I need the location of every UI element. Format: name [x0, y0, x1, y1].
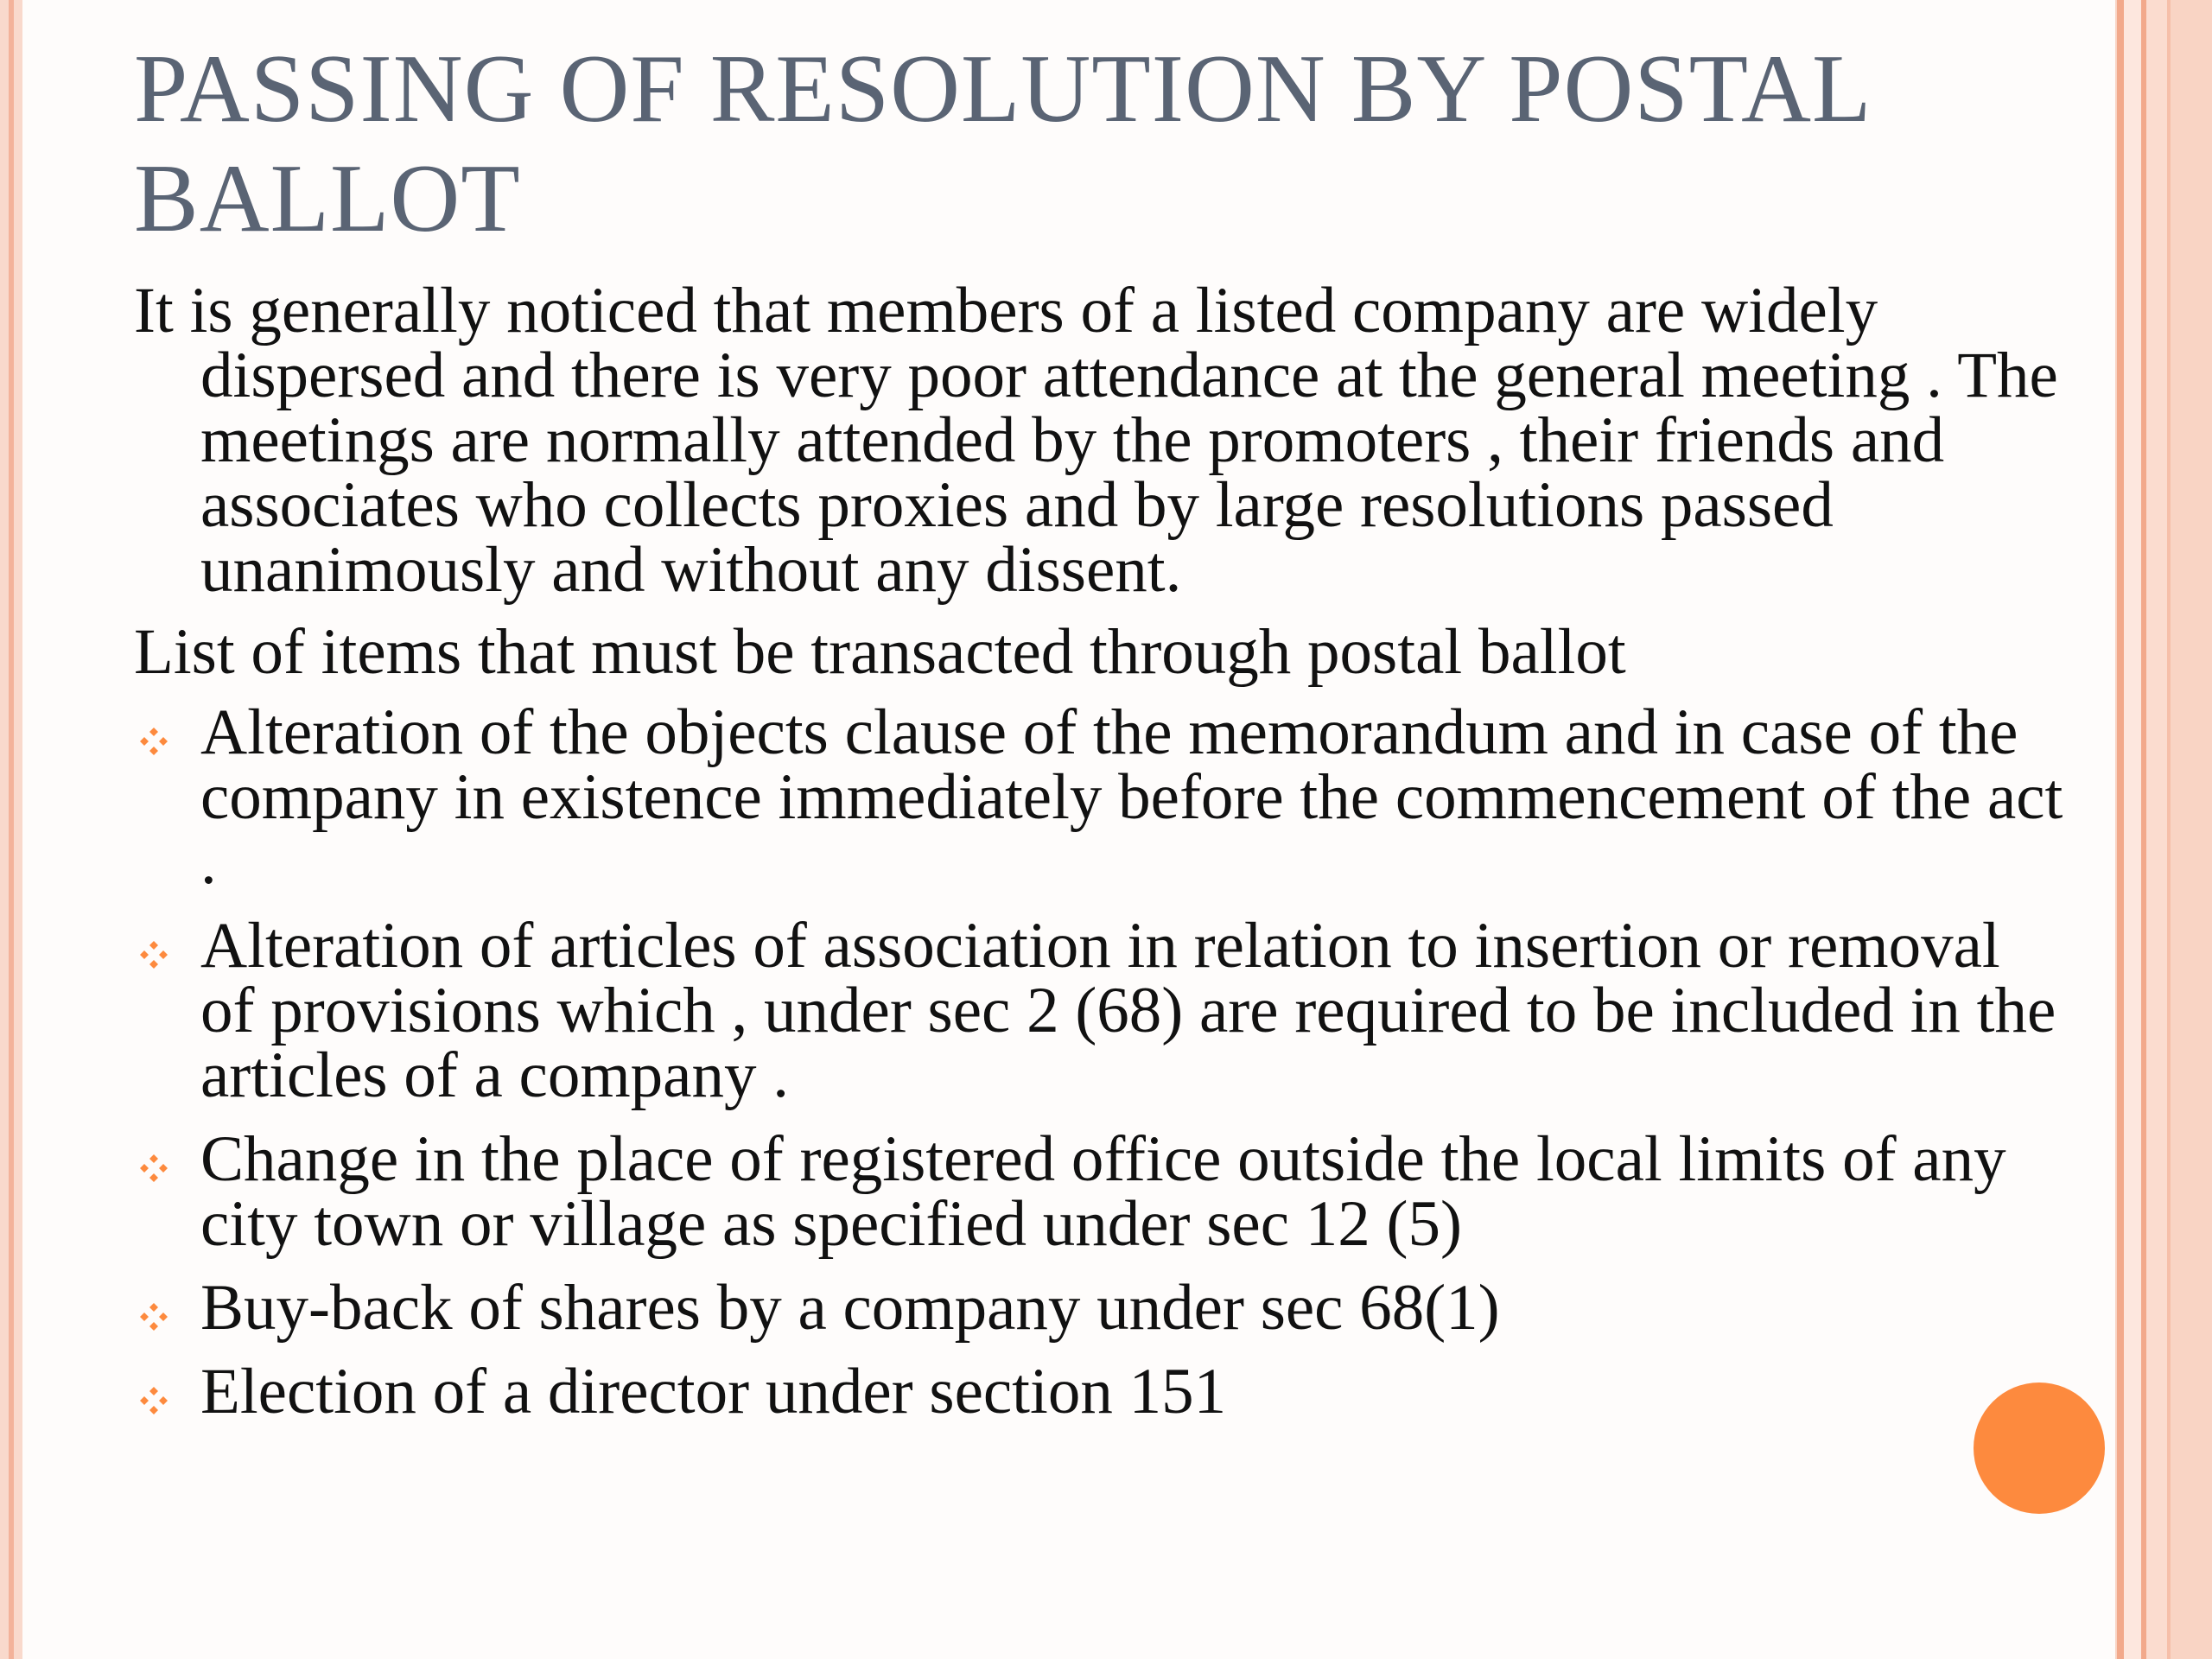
slide-title: PASSING OF RESOLUTION BY POSTAL BALLOT	[134, 35, 1869, 252]
right-decorative-border	[2115, 0, 2212, 1659]
left-border-stripe	[9, 0, 14, 1659]
list-item	[134, 1123, 2069, 1260]
list-item-text: Alteration of the objects clause of the memorandum and in case of the company in existence immediately before the commencement of the act .	[200, 696, 2063, 898]
postal-ballot-items-list	[134, 696, 2069, 1427]
four-diamond-bullet-icon	[137, 938, 171, 972]
four-diamond-bullet-icon	[137, 1151, 171, 1185]
four-diamond-bullet-icon	[137, 1383, 171, 1418]
list-item-text: Alteration of articles of association in relation to insertion or removal of provisions which , under sec 2 (68) are required to be included in the articles of a company .	[200, 910, 2056, 1111]
list-item	[134, 910, 2069, 1111]
list-item	[134, 696, 2069, 898]
four-diamond-bullet-icon	[137, 724, 171, 759]
right-border-stripe	[2117, 0, 2124, 1659]
list-item	[134, 1272, 2069, 1344]
list-item-text: Buy-back of shares by a company under sec 68(1)	[200, 1272, 1500, 1344]
left-decorative-border	[0, 0, 22, 1659]
right-border-band	[2124, 0, 2141, 1659]
right-border-stripe	[2167, 0, 2171, 1659]
list-item	[134, 1356, 2069, 1427]
list-heading: List of items that must be transacted through postal ballot	[134, 616, 1626, 688]
list-item-text: Change in the place of registered office outside the local limits of any city town or village as specified under sec 12 (5)	[200, 1123, 2006, 1260]
slide-body	[134, 275, 2069, 1443]
list-item-text: Election of a director under section 151	[200, 1356, 1227, 1427]
right-border-band	[2146, 0, 2167, 1659]
four-diamond-bullet-icon	[137, 1300, 171, 1334]
intro-paragraph: It is generally noticed that members of a listed company are widely dispersed and there is very poor attendance at the general meeting . The meetings are normally attended by the promoters , their friends and associates who collects proxies and by large resolutions passed unanimously and without any dissent.	[134, 275, 2058, 606]
